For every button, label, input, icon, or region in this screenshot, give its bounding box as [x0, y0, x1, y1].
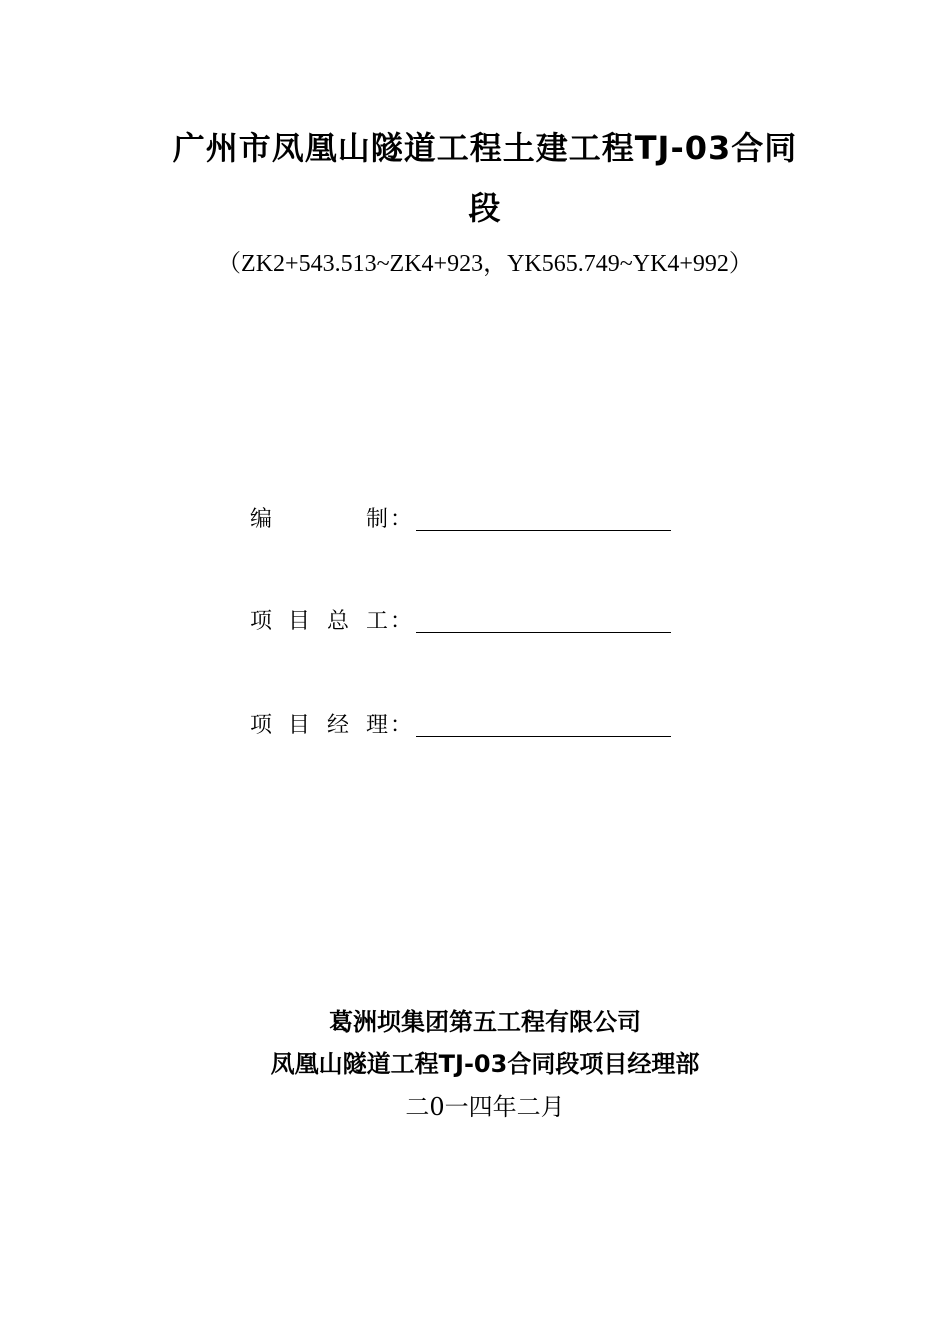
label-char: 项 — [250, 609, 273, 634]
signature-blank-chief-engineer[interactable] — [416, 632, 671, 633]
signature-row-chief-engineer — [250, 604, 680, 640]
signature-row-compiled-by — [250, 502, 680, 538]
document-date: 二0一四年二月 — [405, 1093, 565, 1121]
label-char: ： — [390, 507, 413, 532]
signature-row-project-manager — [250, 708, 680, 744]
label-char: ： — [390, 713, 413, 738]
signature-blank-project-manager[interactable] — [416, 736, 671, 737]
label-char: 目 — [288, 713, 311, 738]
document-title-line-2: 段 — [468, 189, 502, 227]
label-char: 工 — [366, 609, 389, 634]
project-department-name: 凤凰山隧道工程TJ-03合同段项目经理部 — [270, 1050, 700, 1078]
label-char: 经 — [327, 713, 350, 738]
company-name: 葛洲坝集团第五工程有限公司 — [329, 1008, 641, 1036]
chainage-range: （ZK2+543.513~ZK4+923，YK565.749~YK4+992） — [217, 251, 753, 277]
document-title-line-1: 广州市凤凰山隧道工程土建工程TJ-03合同 — [172, 129, 798, 167]
label-char: 制 — [366, 507, 389, 532]
label-char: 项 — [250, 713, 273, 738]
label-char: 目 — [288, 609, 311, 634]
label-char: ： — [390, 609, 413, 634]
label-char: 理 — [366, 713, 389, 738]
label-char: 总 — [327, 609, 350, 634]
label-char: 编 — [250, 507, 273, 532]
signature-blank-compiled-by[interactable] — [416, 530, 671, 531]
